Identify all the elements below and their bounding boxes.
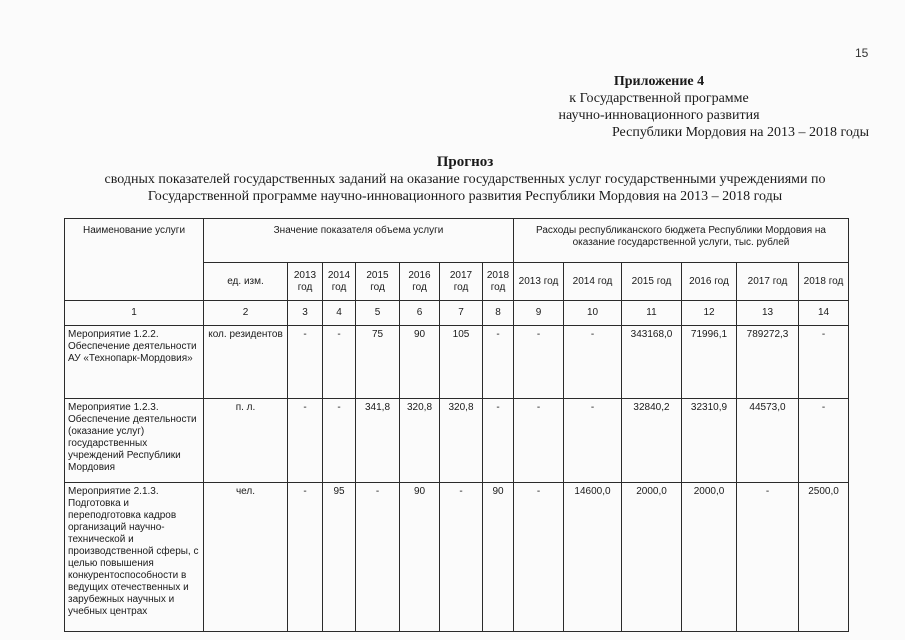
header-year: 2014 год: [564, 263, 622, 301]
column-number-row: [65, 301, 849, 326]
appendix-line: научно-инновационного развития: [558, 108, 760, 123]
value-cell: -: [288, 483, 323, 632]
column-number: 3: [288, 301, 323, 326]
value-cell: 320,8: [400, 399, 440, 483]
document-heading: [40, 154, 890, 205]
appendix-line: к Государственной программе: [569, 91, 749, 106]
column-number: 10: [564, 301, 622, 326]
column-number: 9: [514, 301, 564, 326]
value-cell: 75: [356, 326, 400, 399]
column-number: 12: [682, 301, 737, 326]
header-service-name: Наименование услуги: [65, 219, 204, 301]
value-cell: 2500,0: [799, 483, 849, 632]
header-year: 2013 год: [288, 263, 323, 301]
unit-cell: чел.: [204, 483, 288, 632]
value-cell: 90: [483, 483, 514, 632]
column-number: 14: [799, 301, 849, 326]
value-cell: 90: [400, 326, 440, 399]
header-year: 2018 год: [799, 263, 849, 301]
heading-line-1: сводных показателей государственных заданий на оказание государственных услуг государственными учреждениями по: [104, 172, 826, 187]
unit-cell: кол. резидентов: [204, 326, 288, 399]
column-number: 8: [483, 301, 514, 326]
value-cell: -: [564, 326, 622, 399]
header-indicator-group: Значение показателя объема услуги: [204, 219, 514, 263]
value-cell: -: [514, 483, 564, 632]
column-number: 6: [400, 301, 440, 326]
heading-title: Прогноз: [436, 154, 494, 170]
value-cell: 2000,0: [622, 483, 682, 632]
appendix-line: Республики Мордовия на 2013 – 2018 годы: [611, 125, 869, 140]
value-cell: 341,8: [356, 399, 400, 483]
value-cell: -: [564, 399, 622, 483]
heading-line-2: Государственной программе научно-инновационного развития Республики Мордовия на 2013 – 2018 годы: [147, 189, 783, 204]
value-cell: -: [799, 326, 849, 399]
service-name-cell: Мероприятие 1.2.3. Обеспечение деятельности (оказание услуг) государственных учреждений Республики Мордовия: [65, 399, 204, 483]
value-cell: -: [514, 399, 564, 483]
value-cell: 14600,0: [564, 483, 622, 632]
value-cell: 32310,9: [682, 399, 737, 483]
value-cell: 789272,3: [737, 326, 799, 399]
table-row: [65, 399, 849, 483]
value-cell: -: [356, 483, 400, 632]
value-cell: -: [483, 326, 514, 399]
value-cell: -: [514, 326, 564, 399]
page-number: 15: [855, 46, 869, 60]
value-cell: 320,8: [440, 399, 483, 483]
value-cell: 95: [323, 483, 356, 632]
column-number: 4: [323, 301, 356, 326]
column-number: 11: [622, 301, 682, 326]
column-number: 5: [356, 301, 400, 326]
header-year: 2013 год: [514, 263, 564, 301]
header-year: 2015 год: [356, 263, 400, 301]
value-cell: 343168,0: [622, 326, 682, 399]
value-cell: 105: [440, 326, 483, 399]
header-year: 2017 год: [737, 263, 799, 301]
header-year: 2014 год: [323, 263, 356, 301]
value-cell: -: [323, 326, 356, 399]
value-cell: -: [288, 326, 323, 399]
header-year: 2016 год: [400, 263, 440, 301]
value-cell: 2000,0: [682, 483, 737, 632]
header-year: 2016 год: [682, 263, 737, 301]
appendix-block: [449, 73, 869, 141]
header-year: 2018 год: [483, 263, 514, 301]
unit-cell: п. л.: [204, 399, 288, 483]
value-cell: -: [440, 483, 483, 632]
value-cell: 71996,1: [682, 326, 737, 399]
value-cell: 32840,2: [622, 399, 682, 483]
value-cell: -: [799, 399, 849, 483]
header-unit: ед. изм.: [204, 263, 288, 301]
table-row: [65, 483, 849, 632]
value-cell: -: [288, 399, 323, 483]
header-expense-group: Расходы республиканского бюджета Республики Мордовия на оказание государственной услуги, тыс. рублей: [514, 219, 849, 263]
value-cell: -: [483, 399, 514, 483]
service-name-cell: Мероприятие 2.1.3. Подготовка и переподготовка кадров организаций научно-технической и производственной сферы, с целью повышения конкурентоспособности в ведущих отечественных и зарубежных научных и учебных центрах: [65, 483, 204, 632]
column-number: 2: [204, 301, 288, 326]
header-year: 2015 год: [622, 263, 682, 301]
appendix-title: Приложение 4: [613, 74, 705, 89]
forecast-table: [64, 218, 849, 632]
header-year: 2017 год: [440, 263, 483, 301]
value-cell: 44573,0: [737, 399, 799, 483]
column-number: 13: [737, 301, 799, 326]
table-header-row: [65, 219, 849, 263]
column-number: 1: [65, 301, 204, 326]
column-number: 7: [440, 301, 483, 326]
value-cell: -: [323, 399, 356, 483]
value-cell: 90: [400, 483, 440, 632]
value-cell: -: [737, 483, 799, 632]
table-row: [65, 326, 849, 399]
service-name-cell: Мероприятие 1.2.2. Обеспечение деятельности АУ «Технопарк-Мордовия»: [65, 326, 204, 399]
